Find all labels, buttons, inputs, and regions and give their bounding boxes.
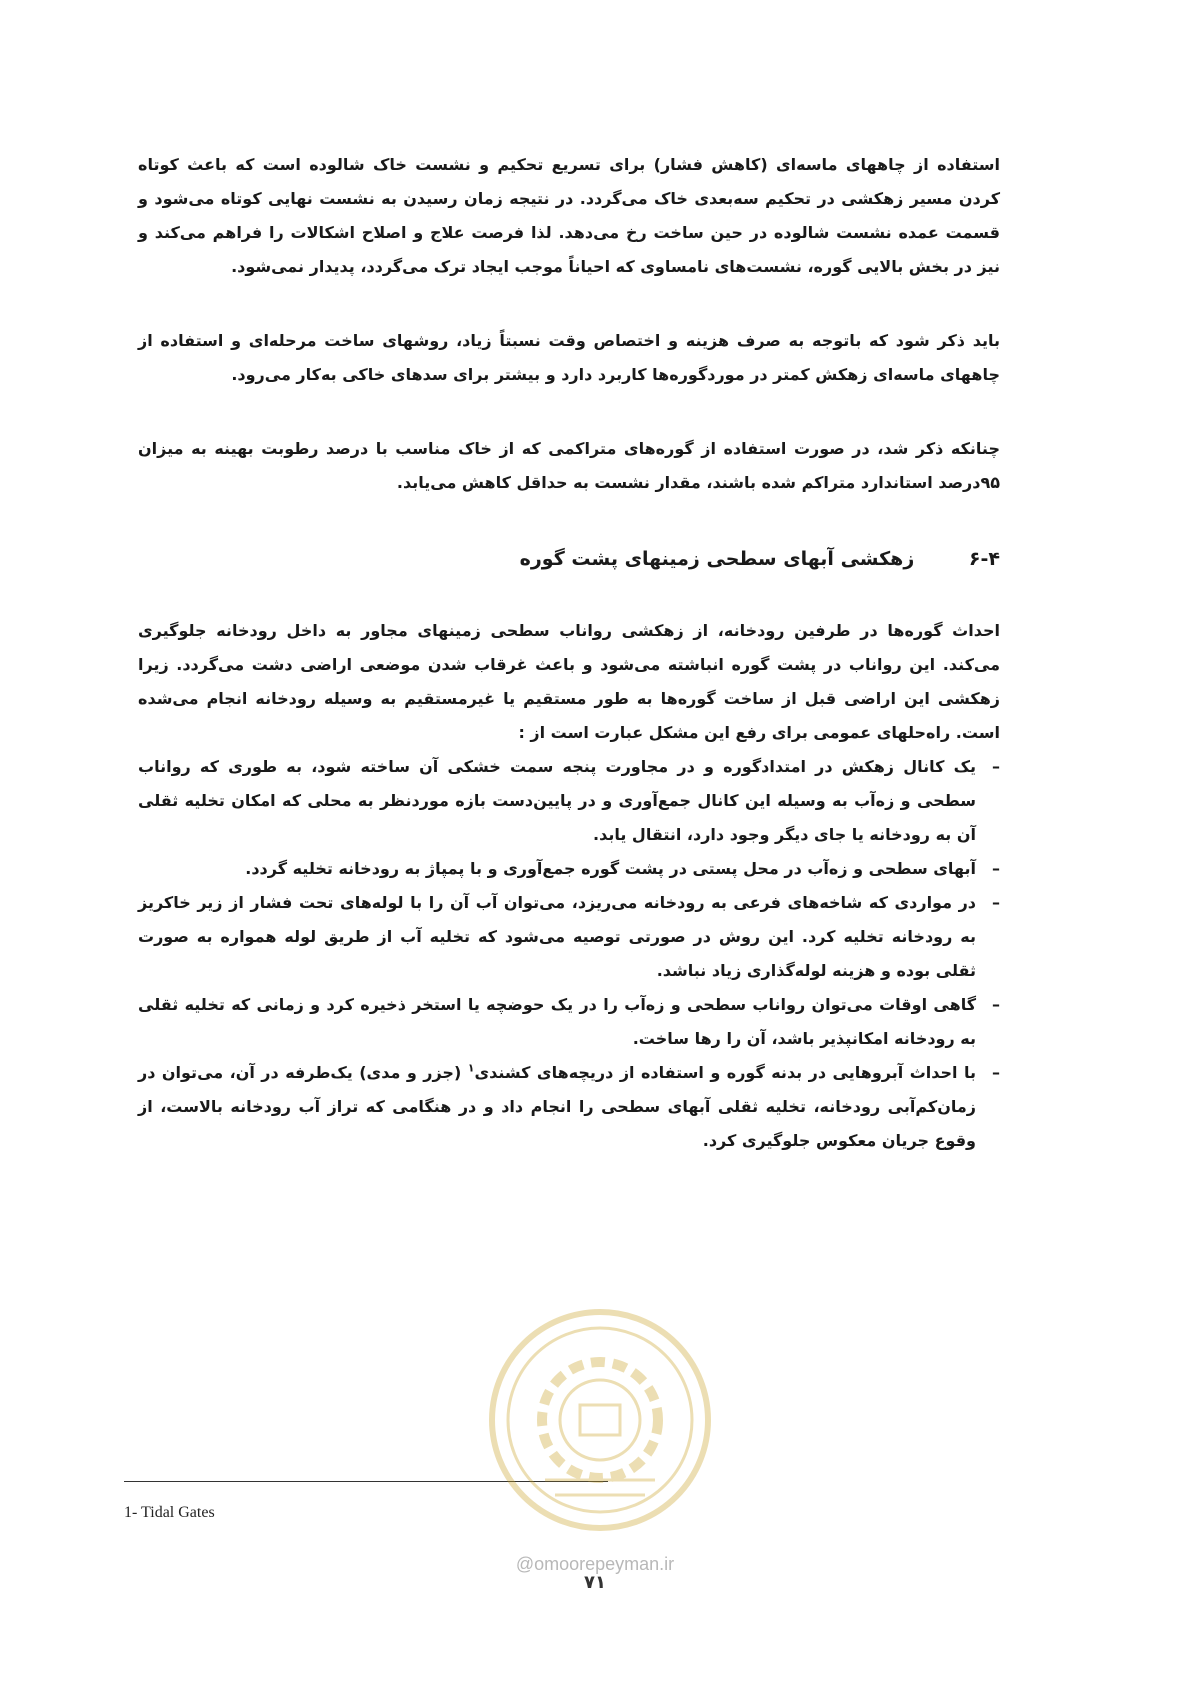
page-number: ۷۱ xyxy=(584,1572,606,1593)
section-heading xyxy=(138,544,1000,574)
bullet-dash: – xyxy=(992,1063,1000,1082)
paragraph-sand-wells: استفاده از چاههای ماسه‌ای (کاهش فشار) برای تسریع تحکیم و نشست خاک شالوده است که باعث کوتاه کردن مسیر زهکشی در تحکیم سه‌بعدی خاک می‌گردد. در نتیجه زمان رسیدن به نشست نهایی کوتاه می‌شود و قسمت عمده نشست شالوده در حین ساخت رخ می‌دهد. لذا فرصت علاج و اصلاح اشکالات را فراهم می‌کند و نیز در بخش بالایی گوره، نشست‌های نامساوی که احیاناً موجب ایجاد ترک می‌گردد، پدیدار نمی‌شود. xyxy=(138,155,1000,276)
list-item-text: آبهای سطحی و زه‌آب در محل پستی در پشت گوره جمع‌آوری و با پمپاژ به رودخانه تخلیه گردد. xyxy=(245,859,976,878)
bullet-dash: – xyxy=(992,859,1000,878)
body-text xyxy=(138,148,1000,1158)
list-item xyxy=(138,988,1000,1056)
paragraph-intro: احداث گوره‌ها در طرفین رودخانه، از زهکشی رواناب سطحی زمینهای مجاور به داخل رودخانه جلوگیری می‌کند. این رواناب در پشت گوره انباشته می‌شود و باعث غرقاب شدن موضعی اراضی دشت می‌گردد. زیرا زهکشی این اراضی قبل از ساخت گوره‌ها به طور مستقیم یا غیرمستقیم به وسیله رودخانه انجام می‌شده است. راه‌حلهای عمومی برای رفع این مشکل عبارت است از : xyxy=(138,621,1000,742)
bullet-dash: – xyxy=(992,995,1000,1014)
at-sign-icon: @ xyxy=(515,1554,535,1574)
bullet-dash: – xyxy=(992,757,1000,776)
list-item-text: در مواردی که شاخه‌های فرعی به رودخانه می‌ریزد، می‌توان آب آن را با لوله‌های تحت فشار از زیر خاکریز به رودخانه تخلیه کرد. این روش در صورتی توصیه می‌شود که تخلیه آب از طریق لوله همواره به صورت ثقلی بوده و هزینه لوله‌گذاری زیاد نباشد. xyxy=(138,893,976,980)
footnote-reference: ۱ xyxy=(467,1061,475,1075)
list-item-text: (جزر و مدی) یک‌طرفه در آن، می‌توان در زمان‌کم‌آبی رودخانه، تخلیه ثقلی آبهای سطحی را انجام داد و در هنگامی که تراز آب رودخانه بالاست، از وقوع جریان معکوس جلوگیری کرد. xyxy=(138,1063,976,1150)
list-item xyxy=(138,1056,1000,1158)
paragraph-compaction: چنانکه ذکر شد، در صورت استفاده از گوره‌های متراکمی که از خاک مناسب با درصد رطوبت بهینه به میزان ۹۵درصد استاندارد متراکم شده باشند، مقدار نشست به حداقل کاهش می‌یابد. xyxy=(138,439,1000,492)
section-title: زهکشی آبهای سطحی زمینهای پشت گوره xyxy=(519,548,915,570)
list-item xyxy=(138,886,1000,988)
section-number: ۶-۴ xyxy=(968,548,1000,570)
footnote: 1- Tidal Gates xyxy=(124,1504,215,1521)
bullet-dash: – xyxy=(992,893,1000,912)
solutions-list xyxy=(138,750,1000,1158)
footnote-divider xyxy=(124,1481,608,1482)
list-item-text: با احداث آبروهایی در بدنه گوره و استفاده از دریچه‌های کشندی xyxy=(474,1063,976,1082)
paragraph-cost-note: باید ذکر شود که باتوجه به صرف هزینه و اختصاص وقت نسبتاً زیاد، روشهای ساخت مرحله‌ای و استفاده از چاههای ماسه‌ای زهکش کمتر در موردگوره‌ها کاربرد دارد و بیشتر برای سدهای خاکی به‌کار می‌رود. xyxy=(138,331,1000,384)
watermark-url: @omoorepeyman.ir xyxy=(515,1554,675,1574)
list-item-text: گاهی اوقات می‌توان رواناب سطحی و زه‌آب را در یک حوضچه یا استخر ذخیره کرد و زمانی که تخلیه ثقلی به رودخانه امکانپذیر باشد، آن را رها ساخت. xyxy=(138,995,976,1048)
list-item xyxy=(138,852,1000,886)
list-item xyxy=(138,750,1000,852)
list-item-text: یک کانال زهکش در امتدادگوره و در مجاورت پنجه سمت خشکی آن ساخته شود، به طوری که رواناب سطحی و زه‌آب به وسیله این کانال جمع‌آوری و در پایین‌دست بازه موردنظر به محلی که امکان تخلیه ثقلی آن به رودخانه یا جای دیگر وجود دارد، انتقال یابد. xyxy=(138,757,976,844)
watermark-seal-logo xyxy=(485,1305,715,1535)
